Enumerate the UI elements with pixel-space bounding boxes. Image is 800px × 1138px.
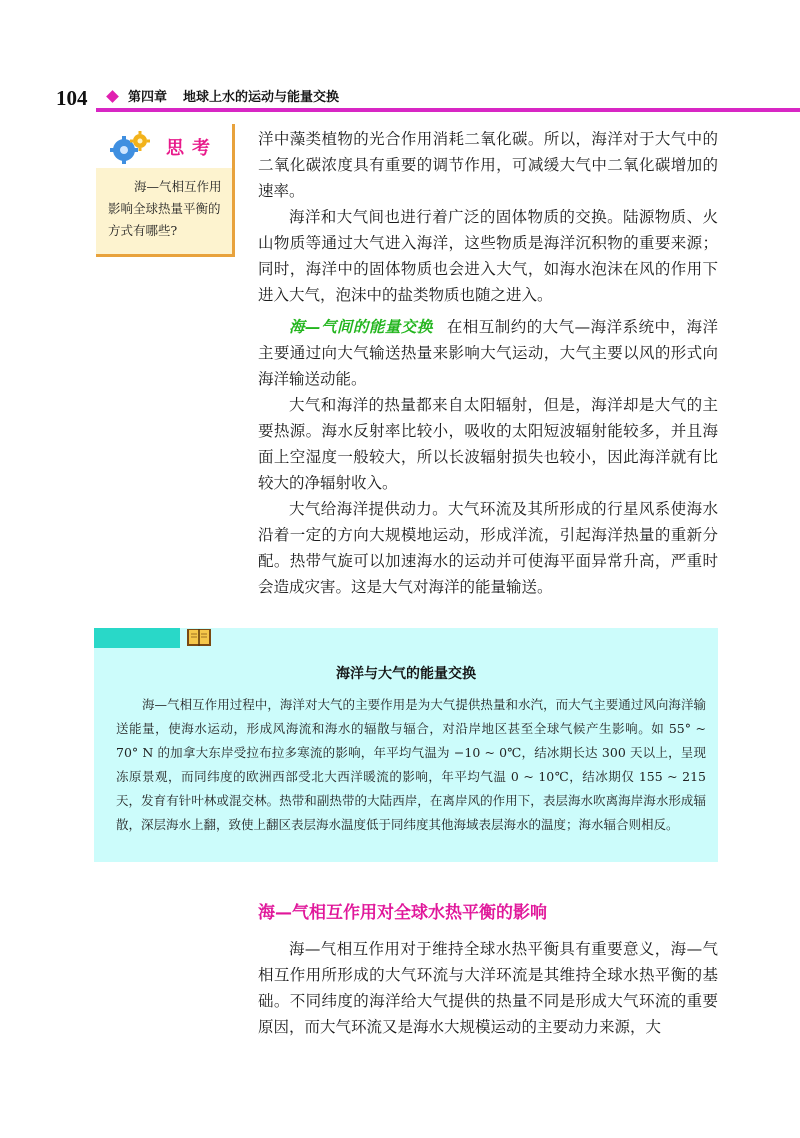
chapter-label: 第四章: [128, 90, 168, 105]
gear-icon: [110, 130, 150, 166]
reading-box-text: 海—气相互作用过程中，海洋对大气的主要作用是为大气提供热量和水汽，而大气主要通过风向海洋输送能量，使海水运动，形成风海流和海水的辐散与辐合，对沿岸地区甚至全球气候产生影响。如 55° ~ 70° N 的加拿大东岸受拉布拉多寒流的影响，年平均气温为 −10 ~ 0℃，结冰期长达 300 天以上，呈现冻原景观，而同纬度的欧洲西部受北大西洋暖流的影响，年平均气温 0 ~ 10℃，结冰期仅 155 ~ 215 天，发育有针叶林或混交林。热带和副热带的大陆西岸，在离岸风的作用下，表层海水吹离海岸海水形成辐散，深层海水上翻，致使上翻区表层海水温度低于同纬度其他海域表层海水的温度；海水辐合则相反。: [116, 697, 706, 832]
diamond-icon: [106, 90, 119, 103]
body-paragraph-3: [258, 314, 718, 392]
page-number: 104: [56, 86, 88, 110]
section-title: 海—气相互作用对全球水热平衡的影响: [258, 903, 547, 923]
body-paragraph-2: 海洋和大气间也进行着广泛的固体物质的交换。陆源物质、火山物质等通过大气进入海洋，这些物质是海洋沉积物的重要来源；同时，海洋中的固体物质也会进入大气，如海水泡沫在风的作用下进入大气，泡沫中的盐类物质也随之进入。: [258, 208, 718, 304]
section-paragraph-1: 海—气相互作用对于维持全球水热平衡具有重要意义，海—气相互作用所形成的大气环流与大洋环流是其维持全球水热平衡的基础。不同纬度的海洋给大气提供的热量不同是形成大气环流的重要原因，而大气环流又是海水大规模运动的主要动力来源，大: [258, 940, 718, 1036]
body-paragraph-5: 大气给海洋提供动力。大气环流及其所形成的行星风系使海水沿着一定的方向大规模地运动，形成洋流，引起海洋热量的重新分配。热带气旋可以加速海水的运动并可使海平面异常升高，严重时会造成灾害。这是大气对海洋的能量输送。: [258, 500, 718, 596]
reading-box-tab: [94, 628, 180, 648]
chapter-title: 地球上水的运动与能量交换: [183, 90, 340, 105]
energy-exchange-text: 在相互制约的大气—海洋系统中，海洋主要通过向大气输送热量来影响大气运动，大气主要以风的形式向海洋输送动能。: [258, 318, 718, 388]
energy-exchange-heading: 海—气间的能量交换: [289, 318, 433, 336]
think-question: 海—气相互作用影响全球热量平衡的方式有哪些?: [108, 179, 222, 238]
body-paragraph-4: 大气和海洋的热量都来自太阳辐射，但是，海洋却是大气的主要热源。海水反射率比较小，吸收的太阳短波辐射能较多，并且海面上空湿度一般较大，所以长波辐射损失也较小，因此海洋就有比较大的净辐射收入。: [258, 396, 718, 492]
body-paragraph-1: 洋中藻类植物的光合作用消耗二氧化碳。所以，海洋对于大气中的二氧化碳浓度具有重要的调节作用，可减缓大气中二氧化碳增加的速率。: [258, 130, 718, 200]
book-icon: [186, 626, 212, 648]
think-title: 思考: [166, 138, 218, 159]
header-rule: [96, 108, 800, 112]
reading-box-title: 海洋与大气的能量交换: [336, 666, 476, 682]
